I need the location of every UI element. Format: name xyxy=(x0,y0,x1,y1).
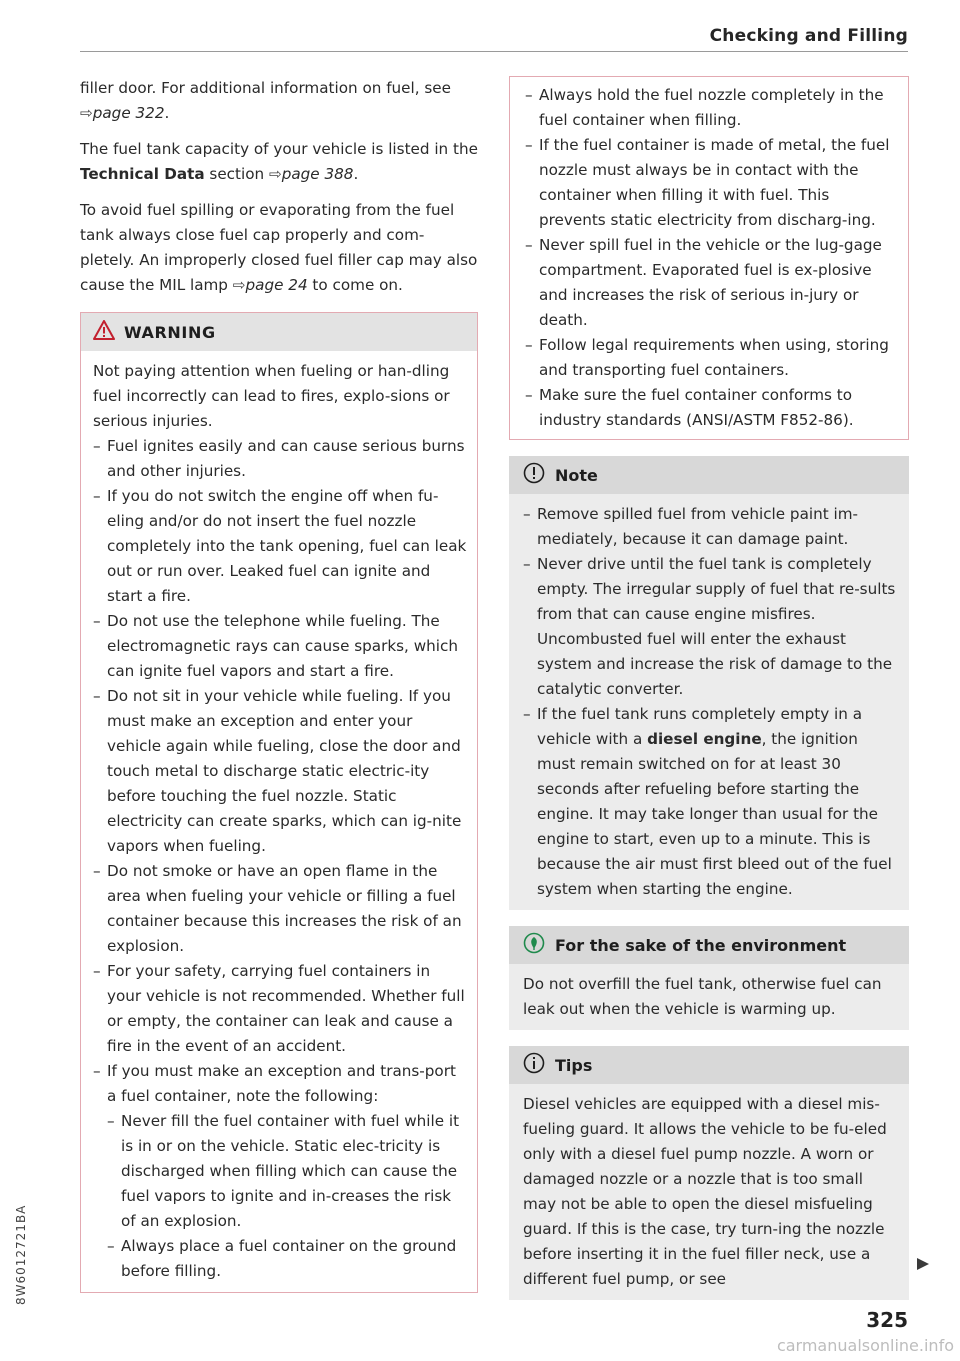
list-item: – Always place a fuel container on the ground before filling. xyxy=(107,1234,467,1284)
left-column xyxy=(80,76,478,1293)
tips-box xyxy=(509,1046,909,1300)
page-ref-arrow-icon: ⇨ xyxy=(80,104,93,122)
warning-intro: Not paying attention when fueling or han-dling fuel incorrectly can lead to fires, explo-sions or serious injuries. xyxy=(93,362,450,430)
tips-title: Tips xyxy=(555,1055,593,1075)
list-item: – If you do not switch the engine off when fu-eling and/or do not insert the fuel nozzle completely into the tank opening, fuel can leak out or run over. Leaked fuel can ignite and start a fire. xyxy=(93,484,467,609)
list-item: – If the fuel tank runs completely empty in a vehicle with a diesel engine, the ignition must remain switched on for at least 30 seconds after refueling before starting the engine. It may take longer than usual for the engine to start, even up to a minute. This is because the air must first bleed out of the fuel system when starting the engine. xyxy=(523,702,899,902)
list-item: – Never spill fuel in the vehicle or the lug-gage compartment. Evaporated fuel is ex-plosive and increases the risk of serious in-jury or death. xyxy=(525,233,898,333)
page-ref-arrow-icon: ⇨ xyxy=(268,165,282,183)
list-item: – Never drive until the fuel tank is completely empty. The irregular supply of fuel that re-sults from that can cause engine misfires. Uncombusted fuel will enter the exhaust system and increase the risk of damage to the catalytic converter. xyxy=(523,552,899,702)
document-code: 8W6012721BA xyxy=(14,1204,28,1305)
tips-header xyxy=(509,1046,909,1084)
environment-title: For the sake of the environment xyxy=(555,935,847,955)
warning-continuation-box xyxy=(509,76,909,440)
continue-arrow-icon xyxy=(915,1256,931,1276)
warning-triangle-icon xyxy=(93,320,115,344)
paragraph-fuel-cap: To avoid fuel spilling or evaporating from the fuel tank always close fuel cap properly and com-pletely. An improperly closed fuel filler cap may also cause the MIL lamp ⇨page 24 to come on. xyxy=(80,201,478,294)
list-item: – Do not smoke or have an open flame in the area when fueling your vehicle or filling a fuel container because this increases the risk of an explosion. xyxy=(93,859,467,959)
list-item: – If the fuel container is made of metal, the fuel nozzle must always be in contact with the container when filling it with fuel. This prevents static electricity from discharg-ing. xyxy=(525,133,898,233)
header-divider xyxy=(80,51,908,52)
note-list xyxy=(523,502,899,902)
warning-continuation-list xyxy=(525,83,898,433)
info-icon xyxy=(523,1052,545,1078)
page-ref-link[interactable]: page 322 xyxy=(92,104,165,122)
watermark: carmanualsonline.info xyxy=(776,1336,954,1355)
list-item: – For your safety, carrying fuel containers in your vehicle is not recommended. Whether full or empty, the container can leak and cause a fire in the event of an accident. xyxy=(93,959,467,1059)
paragraph-tank-capacity: The fuel tank capacity of your vehicle is listed in the Technical Data section ⇨page 388. xyxy=(80,140,478,183)
page-ref-arrow-icon: ⇨ xyxy=(232,276,246,294)
list-item: – Do not sit in your vehicle while fueling. If you must make an exception and enter your vehicle again while fueling, close the door and touch metal to discharge static electric-ity before touching the fuel nozzle. Static electricity can create sparks, which can ig-nite vapors when fueling. xyxy=(93,684,467,859)
note-exclamation-icon xyxy=(523,462,545,488)
warning-header xyxy=(81,313,477,351)
list-item: – Follow legal requirements when using, storing and transporting fuel containers. xyxy=(525,333,898,383)
environment-box xyxy=(509,926,909,1030)
environment-header xyxy=(509,926,909,964)
list-item: – Remove spilled fuel from vehicle paint im-mediately, because it can damage paint. xyxy=(523,502,899,552)
page-number: 325 xyxy=(866,1308,908,1332)
warning-box xyxy=(80,312,478,1293)
list-item: – If you must make an exception and trans-port a fuel container, note the following: – Never fill the fuel container with fuel while it is in or on the vehicle. Static elec-tricity is discharged when filling which can cause the fuel vapors to ignite and in-creases the risk of an explosion. – Always place a fuel container on the ground before filling. xyxy=(93,1059,467,1284)
environment-leaf-icon xyxy=(523,932,545,958)
warning-body xyxy=(81,351,477,1292)
paragraph-fuel-door: filler door. For additional information on fuel, see ⇨page 322. xyxy=(80,79,451,122)
note-title: Note xyxy=(555,465,598,485)
note-body xyxy=(509,494,909,910)
list-item: – Fuel ignites easily and can cause serious burns and other injuries. xyxy=(93,434,467,484)
list-item: – Never fill the fuel container with fuel while it is in or on the vehicle. Static elec-tricity is discharged when filling which can cause the fuel vapors to ignite and in-creases the risk of an explosion. xyxy=(107,1109,467,1234)
warning-title: WARNING xyxy=(124,322,216,342)
note-box xyxy=(509,456,909,910)
list-item: – Make sure the fuel container conforms to industry standards (ANSI/ASTM F852-86). xyxy=(525,383,898,433)
page-ref-link[interactable]: page 388 xyxy=(281,165,354,183)
list-item: – Do not use the telephone while fueling. The electromagnetic rays can cause sparks, which can ignite fuel vapors and start a fire. xyxy=(93,609,467,684)
right-column xyxy=(509,76,909,1300)
tips-body: Diesel vehicles are equipped with a diesel mis-fueling guard. It allows the vehicle to be fu-eled only with a diesel fuel pump nozzle. A worn or damaged nozzle or a nozzle that is too small may not be able to open the diesel misfueling guard. If this is the case, try turn-ing the nozzle before inserting it in the fuel filler neck, use a different fuel pump, or see xyxy=(523,1095,887,1288)
page-header-title: Checking and Filling xyxy=(709,26,908,46)
page-ref-link[interactable]: page 24 xyxy=(245,276,308,294)
list-item: – Always hold the fuel nozzle completely in the fuel container when filling. xyxy=(525,83,898,133)
note-header xyxy=(509,456,909,494)
environment-body: Do not overfill the fuel tank, otherwise fuel can leak out when the vehicle is warming up. xyxy=(523,975,882,1018)
warning-list xyxy=(93,434,467,1284)
warning-sub-list xyxy=(107,1109,467,1284)
